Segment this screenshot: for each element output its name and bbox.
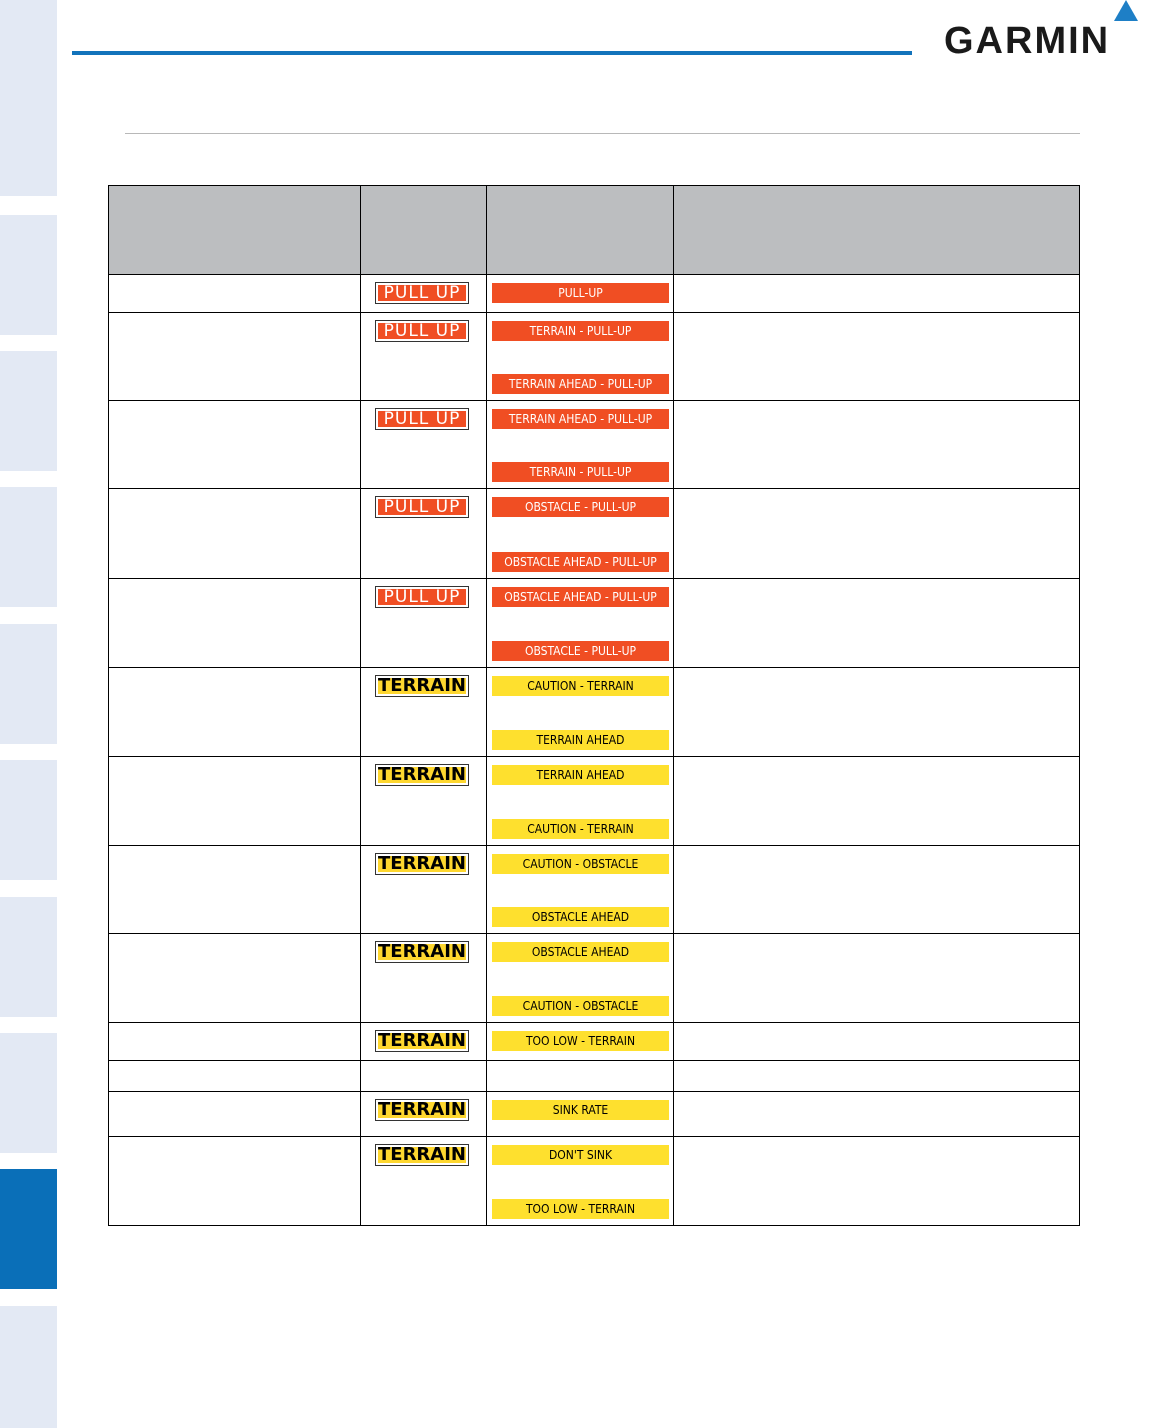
terrain-annunciator: TERRAIN: [378, 675, 466, 696]
mfd-popup-cell: [487, 1023, 674, 1061]
terrain-annunciator: TERRAIN: [378, 1144, 466, 1165]
terrain-annunciator: TERRAIN: [378, 764, 466, 785]
alert-type-cell: [109, 757, 361, 846]
mfd-popup-alert: TERRAIN - PULL-UP: [492, 462, 669, 482]
pfd-annunciation-cell: [361, 668, 487, 757]
mfd-popup-alert: CAUTION - OBSTACLE: [492, 996, 669, 1016]
pfd-annunciation-cell: [361, 1137, 487, 1226]
section-tab-4[interactable]: [0, 487, 57, 607]
table-row: [109, 313, 1080, 401]
mfd-popup-cell: [487, 1092, 674, 1137]
pull-up-annunciator: PULL UP: [376, 283, 468, 303]
table-row: [109, 275, 1080, 313]
alert-type-cell: [109, 1092, 361, 1137]
section-tab-10[interactable]: [0, 1306, 57, 1428]
terrain-annunciator: TERRAIN: [378, 853, 466, 874]
mfd-popup-alert: TOO LOW - TERRAIN: [492, 1199, 669, 1219]
pull-up-annunciator: PULL UP: [376, 321, 468, 341]
terrain-annunciator: TERRAIN: [378, 1030, 466, 1051]
section-tab-2[interactable]: [0, 215, 57, 335]
pull-up-annunciator: PULL UP: [376, 497, 468, 517]
column-header-pfd-annunciation: [361, 186, 487, 275]
column-header-alert-type: [109, 186, 361, 275]
mfd-popup-cell: [487, 489, 674, 579]
table-row: [109, 934, 1080, 1023]
alert-type-cell: [109, 275, 361, 313]
section-tabs: [0, 0, 57, 1428]
section-tab-1[interactable]: [0, 0, 57, 196]
voice-alert-cell: [674, 313, 1080, 401]
mfd-popup-alert: CAUTION - TERRAIN: [492, 676, 669, 696]
pfd-annunciation-cell: [361, 934, 487, 1023]
mfd-popup-alert: TERRAIN AHEAD - PULL-UP: [492, 409, 669, 429]
mfd-popup-cell: [487, 275, 674, 313]
mfd-popup-alert: OBSTACLE AHEAD - PULL-UP: [492, 552, 669, 572]
pull-up-annunciator: PULL UP: [376, 587, 468, 607]
mfd-popup-alert: OBSTACLE AHEAD: [492, 907, 669, 927]
terrain-annunciator: TERRAIN: [378, 1099, 466, 1120]
section-tab-3[interactable]: [0, 351, 57, 471]
alert-type-cell: [109, 313, 361, 401]
mfd-popup-alert: TOO LOW - TERRAIN: [492, 1031, 669, 1051]
section-tab-6[interactable]: [0, 760, 57, 880]
header-rule: [72, 51, 912, 55]
mfd-popup-alert: CAUTION - TERRAIN: [492, 819, 669, 839]
pfd-annunciation-cell: [361, 579, 487, 668]
mfd-popup-cell: [487, 313, 674, 401]
mfd-popup-alert: TERRAIN AHEAD: [492, 765, 669, 785]
voice-alert-cell: [674, 1023, 1080, 1061]
logo-wordmark: GARMIN: [944, 20, 1111, 62]
table-row: [109, 846, 1080, 934]
mfd-popup-cell: [487, 1137, 674, 1226]
alert-type-cell: [109, 846, 361, 934]
table-row: [109, 1023, 1080, 1061]
terrain-annunciator: TERRAIN: [378, 941, 466, 962]
pfd-annunciation-cell: [361, 1061, 487, 1092]
voice-alert-cell: [674, 401, 1080, 489]
table-row: [109, 489, 1080, 579]
pfd-annunciation-cell: [361, 1092, 487, 1137]
mfd-popup-alert: PULL-UP: [492, 283, 669, 303]
section-tab-8[interactable]: [0, 1033, 57, 1153]
garmin-logo: [940, 0, 1150, 62]
alert-type-cell: [109, 579, 361, 668]
voice-alert-cell: [674, 757, 1080, 846]
mfd-popup-alert: TERRAIN AHEAD - PULL-UP: [492, 374, 669, 394]
pfd-annunciation-cell: [361, 401, 487, 489]
mfd-popup-cell: [487, 1061, 674, 1092]
mfd-popup-alert: SINK RATE: [492, 1100, 669, 1120]
mfd-popup-alert: OBSTACLE AHEAD - PULL-UP: [492, 587, 669, 607]
alert-type-cell: [109, 1023, 361, 1061]
voice-alert-cell: [674, 668, 1080, 757]
alert-type-cell: [109, 1137, 361, 1226]
section-tab-7[interactable]: [0, 897, 57, 1017]
mfd-popup-alert: TERRAIN AHEAD: [492, 730, 669, 750]
table-header-row: [109, 186, 1080, 275]
voice-alert-cell: [674, 579, 1080, 668]
section-tab-9[interactable]: [0, 1169, 57, 1289]
table-row: [109, 579, 1080, 668]
pfd-annunciation-cell: [361, 846, 487, 934]
table-row: [109, 668, 1080, 757]
voice-alert-cell: [674, 1061, 1080, 1092]
mfd-popup-cell: [487, 757, 674, 846]
section-divider: [125, 133, 1080, 134]
column-header-mfd-popup: [487, 186, 674, 275]
table-row: [109, 1061, 1080, 1092]
mfd-popup-alert: DON'T SINK: [492, 1145, 669, 1165]
pfd-annunciation-cell: [361, 313, 487, 401]
pfd-annunciation-cell: [361, 275, 487, 313]
mfd-popup-alert: OBSTACLE - PULL-UP: [492, 641, 669, 661]
pfd-annunciation-cell: [361, 1023, 487, 1061]
table-row: [109, 1137, 1080, 1226]
pull-up-annunciator: PULL UP: [376, 409, 468, 429]
voice-alert-cell: [674, 934, 1080, 1023]
mfd-popup-alert: TERRAIN - PULL-UP: [492, 321, 669, 341]
voice-alert-cell: [674, 1137, 1080, 1226]
voice-alert-cell: [674, 1092, 1080, 1137]
alert-type-cell: [109, 489, 361, 579]
pfd-annunciation-cell: [361, 489, 487, 579]
alert-type-cell: [109, 1061, 361, 1092]
pfd-annunciation-cell: [361, 757, 487, 846]
column-header-voice-alert: [674, 186, 1080, 275]
logo-triangle-icon: [1114, 0, 1138, 22]
alert-type-cell: [109, 668, 361, 757]
mfd-popup-alert: OBSTACLE AHEAD: [492, 942, 669, 962]
voice-alert-cell: [674, 489, 1080, 579]
alert-type-cell: [109, 401, 361, 489]
table-row: [109, 757, 1080, 846]
alert-type-cell: [109, 934, 361, 1023]
mfd-popup-cell: [487, 934, 674, 1023]
table-row: [109, 1092, 1080, 1137]
mfd-popup-alert: CAUTION - OBSTACLE: [492, 854, 669, 874]
mfd-popup-alert: OBSTACLE - PULL-UP: [492, 497, 669, 517]
voice-alert-cell: [674, 275, 1080, 313]
voice-alert-cell: [674, 846, 1080, 934]
mfd-popup-cell: [487, 668, 674, 757]
terrain-alerts-table: [108, 185, 1080, 1226]
table-row: [109, 401, 1080, 489]
section-tab-5[interactable]: [0, 624, 57, 744]
mfd-popup-cell: [487, 579, 674, 668]
mfd-popup-cell: [487, 846, 674, 934]
mfd-popup-cell: [487, 401, 674, 489]
